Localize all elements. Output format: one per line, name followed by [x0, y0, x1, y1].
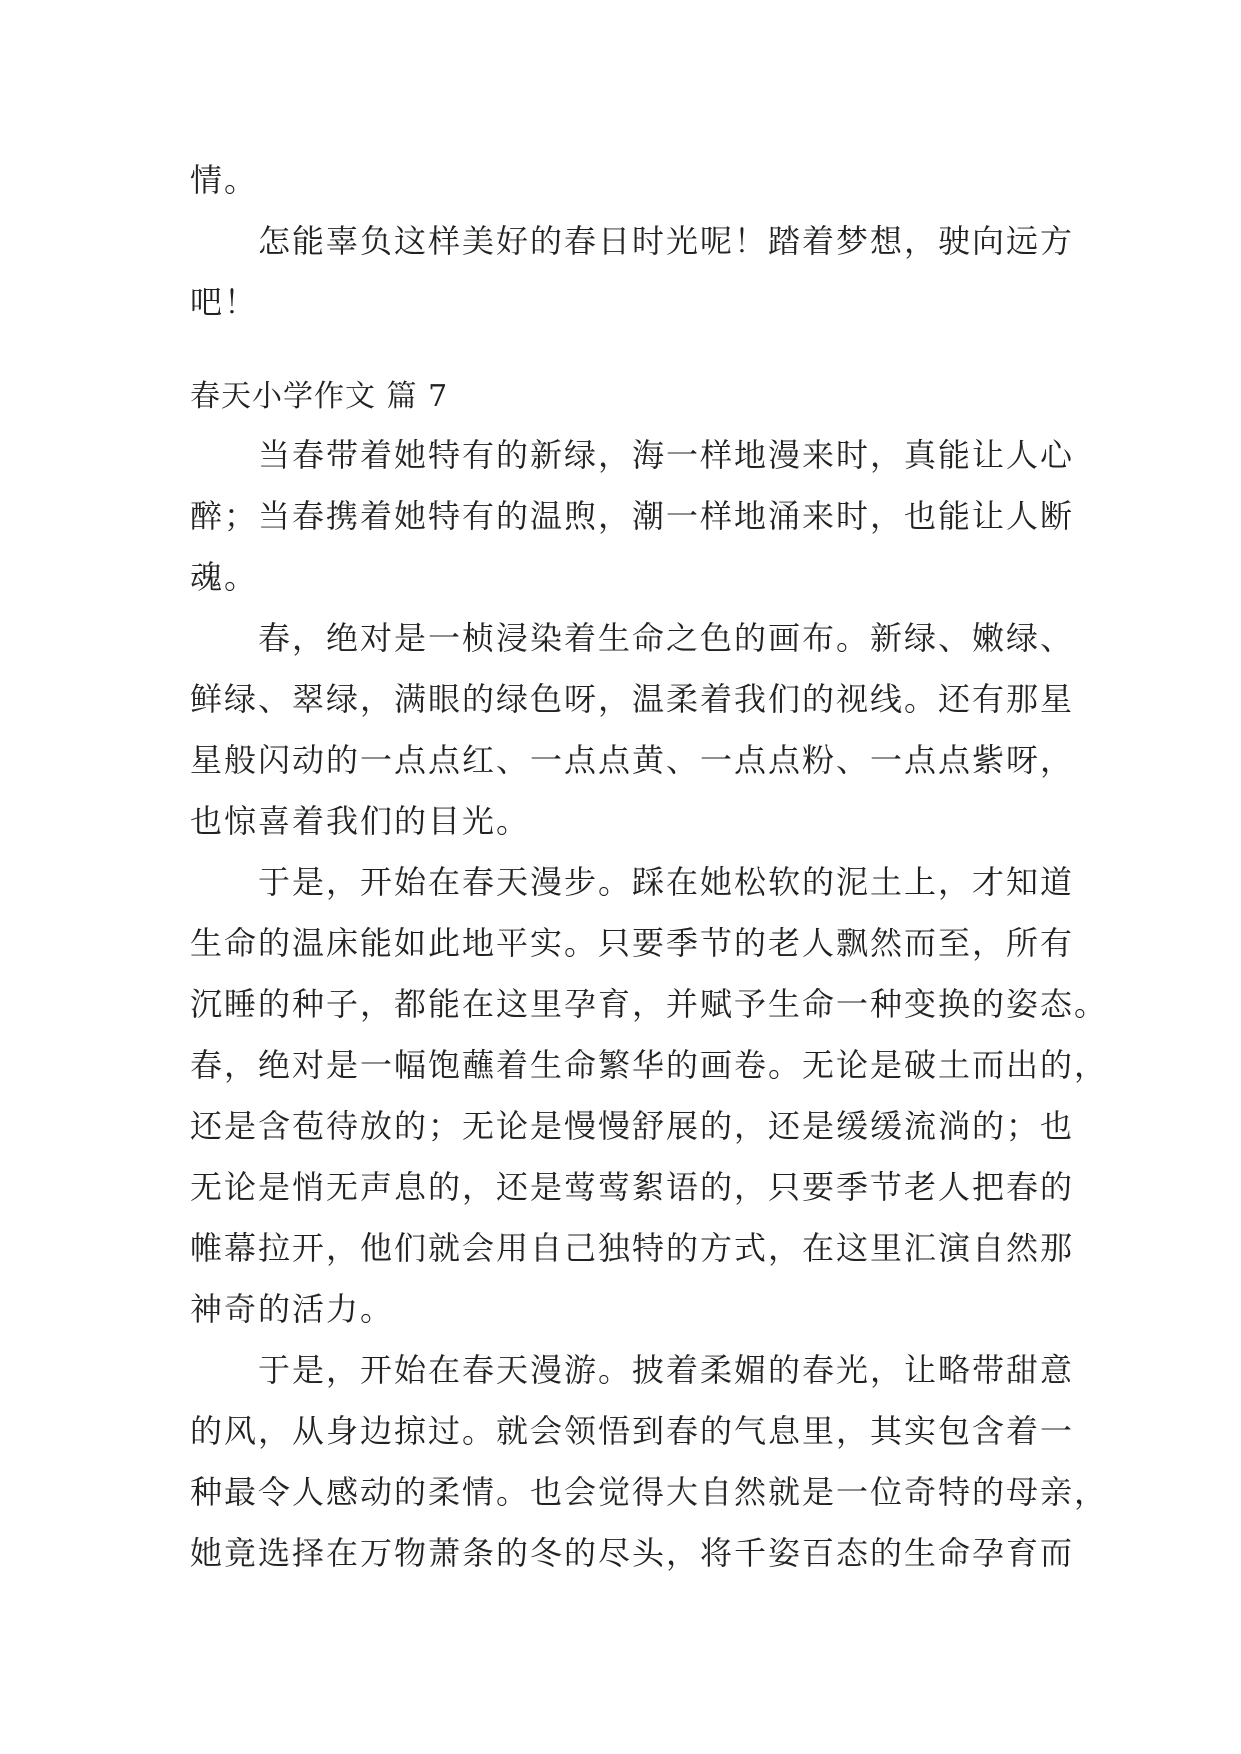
text-line: 吧！ — [190, 283, 259, 321]
section-title: 春天小学作文 篇 7 — [190, 379, 449, 414]
paragraph-first-line: 怎能辜负这样美好的春日时光呢！踏着梦想，驶向远方 — [258, 222, 1075, 260]
text-line: 她竟选择在万物萧条的冬的尽头，将千姿百态的生命孕育而 — [190, 1534, 1075, 1572]
text-line: 鲜绿、翠绿，满眼的绿色呀，温柔着我们的视线。还有那星 — [190, 680, 1075, 718]
text-line: 神奇的活力。 — [190, 1290, 395, 1328]
text-line: 无论是悄无声息的，还是莺莺絮语的，只要季节老人把春的 — [190, 1168, 1075, 1206]
paragraph-first-line: 于是，开始在春天漫游。披着柔媚的春光，让略带甜意 — [258, 1351, 1075, 1389]
text-line: 帷幕拉开，他们就会用自己独特的方式，在这里汇演自然那 — [190, 1229, 1075, 1267]
text-line: 的风，从身边掠过。就会领悟到春的气息里，其实包含着一 — [190, 1412, 1075, 1450]
text-line: 生命的温床能如此地平实。只要季节的老人飘然而至，所有 — [190, 924, 1075, 962]
text-line: 星般闪动的一点点红、一点点黄、一点点粉、一点点紫呀， — [190, 741, 1075, 779]
text-line: 情。 — [190, 161, 259, 199]
text-line: 还是含苞待放的；无论是慢慢舒展的，还是缓缓流淌的；也 — [190, 1107, 1075, 1145]
section-spacer — [190, 333, 1070, 369]
paragraph-first-line: 春，绝对是一桢浸染着生命之色的画布。新绿、嫩绿、 — [258, 619, 1075, 657]
text-line: 魂。 — [190, 558, 259, 596]
text-line: 沉睡的种子，都能在这里孕育，并赋予生命一种变换的姿态。 — [190, 985, 1109, 1023]
document-content — [190, 150, 1109, 1584]
paragraph-first-line: 于是，开始在春天漫步。踩在她松软的泥土上，才知道 — [258, 863, 1075, 901]
text-line: 春，绝对是一幅饱蘸着生命繁华的画卷。无论是破土而出的， — [190, 1046, 1109, 1084]
text-line: 也惊喜着我们的目光。 — [190, 802, 531, 840]
text-line: 种最令人感动的柔情。也会觉得大自然就是一位奇特的母亲， — [190, 1473, 1109, 1511]
text-line: 醉；当春携着她特有的温煦，潮一样地涌来时，也能让人断 — [190, 497, 1075, 535]
paragraph-first-line: 当春带着她特有的新绿，海一样地漫来时，真能让人心 — [258, 436, 1075, 474]
